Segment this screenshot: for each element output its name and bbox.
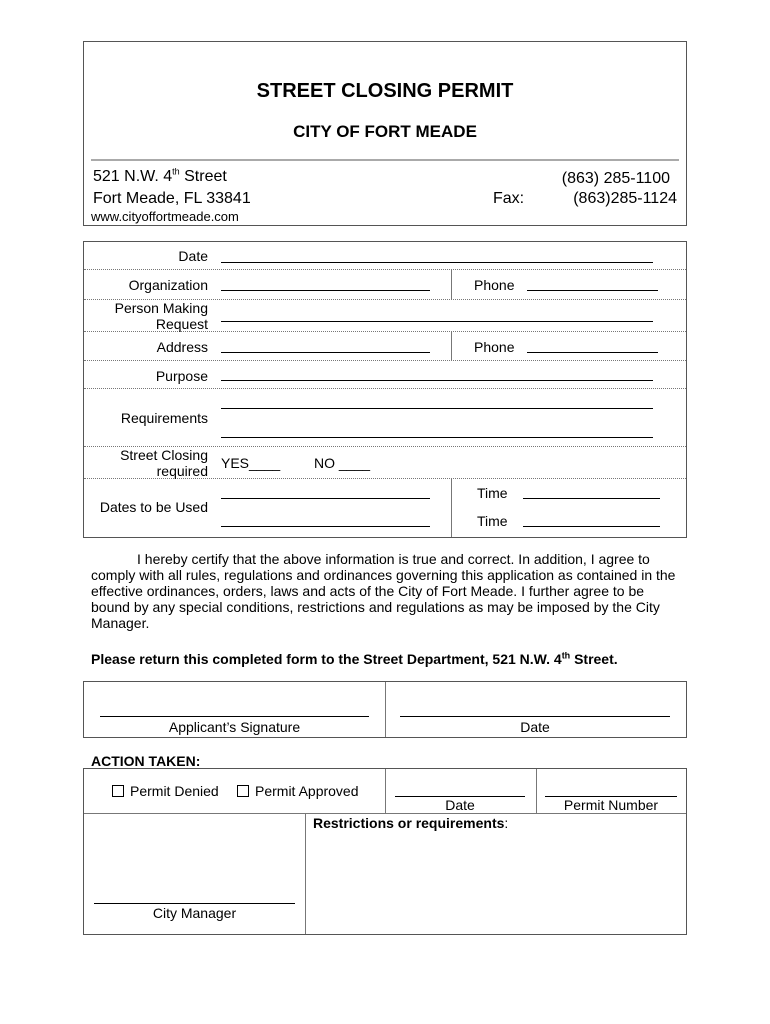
address-line-1: 521 N.W. 4th Street bbox=[93, 166, 227, 185]
website: www.cityoffortmeade.com bbox=[91, 209, 239, 224]
street-closing-label: Street Closing bbox=[120, 447, 208, 463]
dates-used-field-2[interactable] bbox=[221, 526, 430, 527]
applicant-signature-field[interactable] bbox=[100, 716, 369, 717]
row-divider bbox=[84, 360, 686, 361]
dates-used-label: Dates to be Used bbox=[99, 499, 208, 515]
person-making-label: Person Making bbox=[114, 300, 208, 316]
permit-denied-label: Permit Denied bbox=[130, 783, 219, 799]
restrictions-label: Restrictions or requirements: bbox=[313, 815, 509, 831]
address-field[interactable] bbox=[221, 352, 430, 353]
organization-label: Organization bbox=[128, 277, 208, 293]
phone-label-2: Phone bbox=[474, 339, 515, 355]
signature-date-label: Date bbox=[520, 719, 550, 735]
date-field[interactable] bbox=[221, 262, 653, 263]
permit-number-label: Permit Number bbox=[563, 797, 659, 813]
action-taken-heading: ACTION TAKEN: bbox=[91, 753, 201, 769]
column-divider bbox=[451, 269, 452, 299]
required-label: required bbox=[156, 463, 208, 479]
city-manager-signature-field[interactable] bbox=[94, 903, 295, 904]
organization-phone-field[interactable] bbox=[527, 290, 658, 291]
certification-text: I hereby certify that the above information is true and correct. In addition, I agree to comply with all rules, regulations and ordinances governing this application as contained in the effective ordinances, orders, laws and acts of the City of Fort Meade. I further agree to be bound by any special conditions, restrictions and regulations as may be imposed by the City Manager. bbox=[91, 551, 676, 631]
address-line-2: Fort Meade, FL 33841 bbox=[93, 190, 251, 207]
time-label-2: Time bbox=[477, 513, 508, 529]
request-label: Request bbox=[155, 316, 208, 332]
permit-denied-checkbox[interactable] bbox=[112, 785, 124, 797]
form-title: STREET CLOSING PERMIT bbox=[256, 80, 514, 102]
time-label-1: Time bbox=[477, 485, 508, 501]
header-divider bbox=[91, 159, 679, 161]
column-divider bbox=[385, 769, 386, 813]
column-divider bbox=[451, 478, 452, 537]
date-label: Date bbox=[178, 248, 208, 264]
fax-label: Fax: bbox=[493, 190, 525, 207]
restrictions-area[interactable] bbox=[306, 832, 686, 934]
row-divider bbox=[84, 388, 686, 389]
permit-approved-checkbox[interactable] bbox=[237, 785, 249, 797]
no-option[interactable]: NO ____ bbox=[314, 455, 371, 471]
address-label: Address bbox=[156, 339, 208, 355]
requirements-field-1[interactable] bbox=[221, 408, 653, 409]
fax-number: (863)285-1124 bbox=[573, 190, 677, 207]
requirements-field-2[interactable] bbox=[221, 437, 653, 438]
city-name: CITY OF FORT MEADE bbox=[293, 122, 477, 141]
purpose-label: Purpose bbox=[155, 368, 208, 384]
time-field-1[interactable] bbox=[523, 498, 660, 499]
purpose-field[interactable] bbox=[221, 380, 653, 381]
requirements-label: Requirements bbox=[120, 410, 208, 426]
address-phone-field[interactable] bbox=[527, 352, 658, 353]
city-manager-label: City Manager bbox=[152, 905, 237, 921]
row-divider bbox=[84, 269, 686, 270]
row-divider bbox=[84, 813, 686, 814]
phone-number: (863) 285-1100 bbox=[561, 170, 670, 187]
signature-date-field[interactable] bbox=[400, 716, 670, 717]
phone-label: Phone bbox=[474, 277, 515, 293]
column-divider bbox=[536, 769, 537, 813]
return-instructions: Please return this completed form to the Street Department, 521 N.W. 4th Street. bbox=[91, 650, 618, 667]
dates-used-field-1[interactable] bbox=[221, 498, 430, 499]
column-divider bbox=[385, 682, 386, 737]
time-field-2[interactable] bbox=[523, 526, 660, 527]
applicant-signature-label: Applicant’s Signature bbox=[168, 719, 301, 735]
organization-field[interactable] bbox=[221, 290, 430, 291]
yes-option[interactable]: YES____ bbox=[221, 455, 281, 471]
column-divider bbox=[451, 331, 452, 360]
permit-approved-label: Permit Approved bbox=[255, 783, 359, 799]
person-making-request-field[interactable] bbox=[221, 321, 653, 322]
action-date-label: Date bbox=[445, 797, 475, 813]
